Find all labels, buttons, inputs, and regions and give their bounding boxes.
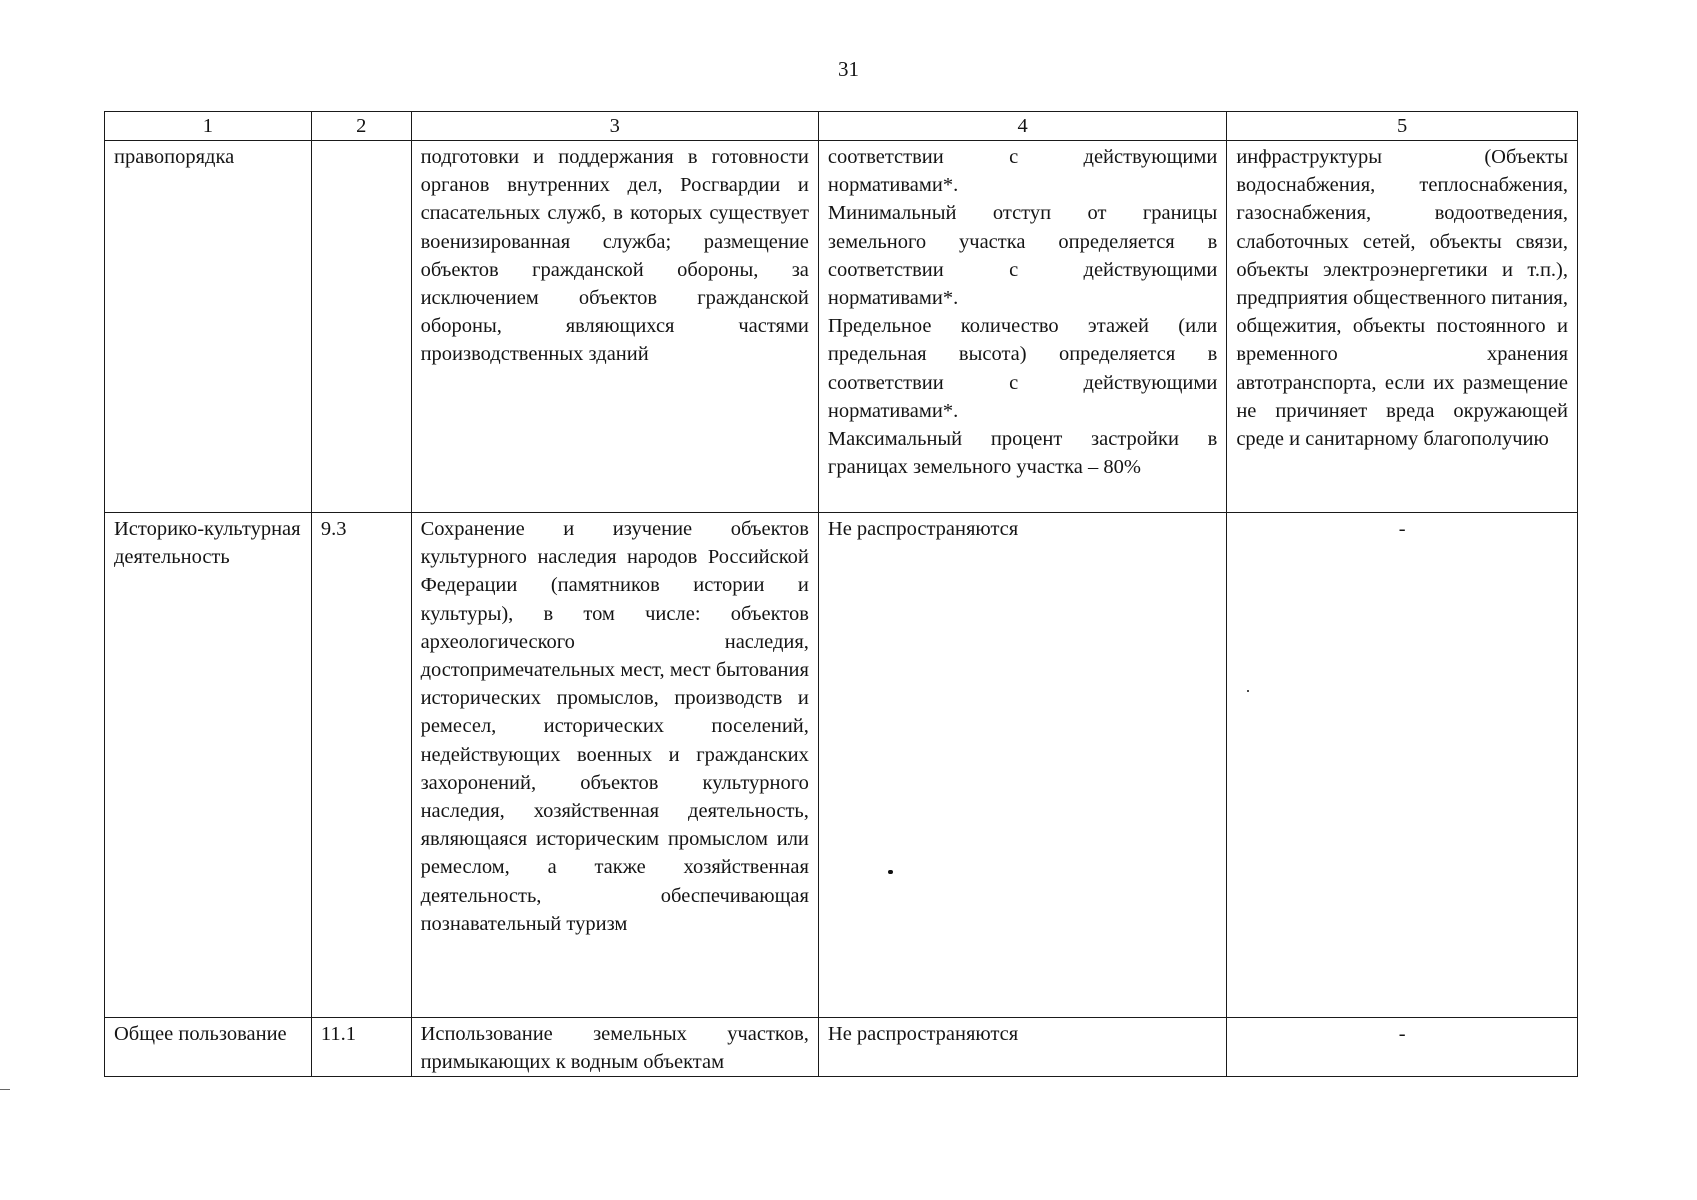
land-use-name-cell: Историко-культурная деятельность <box>105 513 312 1018</box>
building-parameters-cell: Не распространяются <box>818 1018 1226 1077</box>
restrictions-cell: - <box>1227 1018 1578 1077</box>
table-row-law-enforcement <box>105 141 1578 513</box>
column-header-4: 4 <box>818 112 1226 141</box>
land-use-name-cell: правопорядка <box>105 141 312 513</box>
parameter-line: Минимальный отступ от границы земельного участка определяется в соответствии с действующими нормативами*. <box>827 202 1218 310</box>
land-use-description-cell: Использование земельных участков, примыкающих к водным объектам <box>411 1018 818 1077</box>
column-header-2: 2 <box>311 112 411 141</box>
parameter-line: Предельное количество этажей (или предельная высота) определяется в соответствии с действующими нормативами*. <box>827 315 1218 422</box>
land-use-code-cell <box>311 141 411 513</box>
scan-artifact-dot <box>888 870 893 874</box>
parameter-line: Максимальный процент застройки в границах земельного участка – 80% <box>827 428 1218 479</box>
land-use-description-cell: Сохранение и изучение объектов культурного наследия народов Российской Федерации (памятников истории и культуры), в том числе: объектов археологического наследия, достопримечательных мест, мест бытования исторических промыслов, производств и ремесел, исторических поселений, недействующих военных и гражданских захоронений, объектов культурного наследия, хозяйственная деятельность, являющаяся историческим промыслом или ремеслом, а также хозяйственная деятельность, обеспечивающая познавательный туризм <box>411 513 818 1018</box>
scan-edge-mark <box>0 1089 10 1090</box>
land-use-description-cell: подготовки и поддержания в готовности органов внутренних дел, Росгвардии и спасательных служб, в которых существует военизированная служба; размещение объектов гражданской обороны, за исключением объектов гражданской обороны, являющихся частями производственных зданий <box>411 141 818 513</box>
parameter-line: соответствии с действующими нормативами*. <box>827 146 1218 197</box>
column-header-5: 5 <box>1227 112 1578 141</box>
table-row-historical-cultural <box>105 513 1578 1018</box>
restrictions-cell: - <box>1227 513 1578 1018</box>
restrictions-cell: инфраструктуры (Объекты водоснабжения, теплоснабжения, газоснабжения, водоотведения, слаботочных сетей, объекты связи, объекты электроэнергетики и т.п.), предприятия общественного питания, общежития, объекты постоянного и временного хранения автотранспорта, если их размещение не причиняет вреда окружающей среде и санитарному благополучию <box>1227 141 1578 513</box>
building-parameters-cell: Не распространяются <box>818 513 1226 1018</box>
scan-artifact-dot <box>1247 690 1249 692</box>
land-use-name-cell: Общее пользование <box>105 1018 312 1077</box>
page-number: 31 <box>838 57 859 81</box>
land-use-code-cell: 9.3 <box>311 513 411 1018</box>
column-header-3: 3 <box>411 112 818 141</box>
building-parameters-cell <box>818 141 1226 513</box>
table-row-public-use <box>105 1018 1578 1077</box>
table-header-row <box>105 112 1578 141</box>
land-use-code-cell: 11.1 <box>311 1018 411 1077</box>
zoning-table <box>104 111 1578 1077</box>
column-header-1: 1 <box>105 112 312 141</box>
